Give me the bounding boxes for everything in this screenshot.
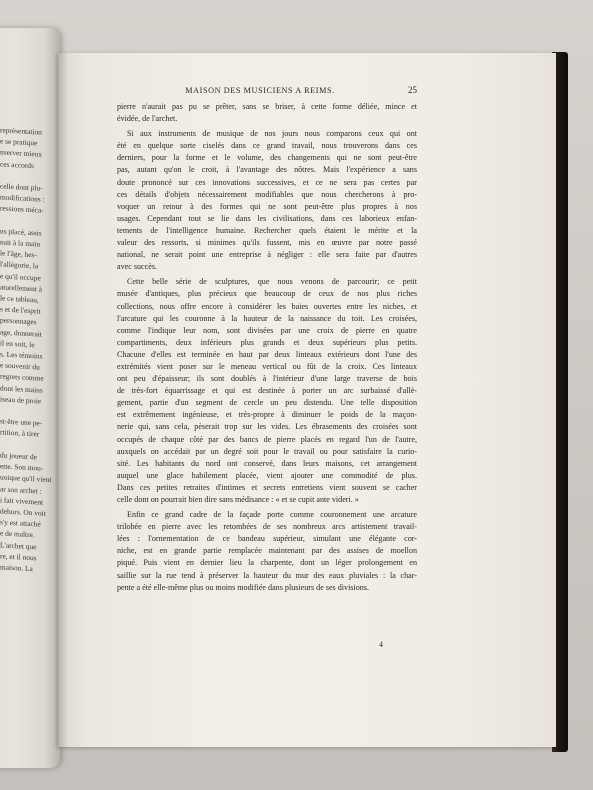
left-page-line: aturellement à: [0, 282, 43, 294]
text-line: sité. Les habitants du nord ont conservé, dans leurs maisons, cet arrangement: [117, 458, 417, 468]
left-page-line: e se pratique: [0, 136, 38, 148]
page-number: 25: [408, 85, 417, 95]
left-page-line: dehors. On voit: [0, 506, 46, 518]
left-page-line: du joueur de: [0, 450, 37, 462]
left-page-line: age, donnerait: [0, 327, 42, 339]
left-page: [0, 28, 60, 768]
text-line: usages. Cependant tout se lie dans les civilisations, dans ces laborieux enfan-: [117, 213, 417, 223]
left-page-line: ette. Son mou-: [0, 461, 44, 473]
signature-mark: 4: [379, 640, 383, 649]
text-line: piqué. Puis vient en dernier lieu la charpente, dont un léger prolongement en: [117, 558, 417, 568]
left-page-line: il en soit, le: [0, 338, 35, 350]
left-page-line: l'allégorie, la: [0, 259, 39, 271]
text-line: derniers, pour la forme et le volume, des changements qui ne sont peut-être: [117, 153, 417, 163]
left-page-line: personnages: [0, 315, 37, 327]
text-line: extrémités vient poser sur le meneau vertical ou fût de la croix. Ces linteaux: [117, 361, 417, 371]
body-text: [117, 101, 417, 594]
text-line: Dans ces petites retraites d'intimes et secrets entretiens vient souvent se cacher: [117, 482, 417, 492]
text-line: ont peu d'épaisseur; ils sont doublés à l'intérieur d'une large traverse de bois: [117, 374, 417, 384]
left-page-line: dont les mains: [0, 383, 43, 395]
text-line: l'arcature qui les couronne à la hauteur de la naissance du toit. Les croisées,: [117, 313, 417, 323]
text-line: nerie qui, sans cela, pèserait trop sur les vides. Les ébrasements des croisées sont: [117, 422, 417, 432]
left-page-line: celle dont plu-: [0, 181, 43, 193]
running-head: MAISON DES MUSICIENS A REIMS.: [185, 86, 335, 95]
text-line: Chacune d'elles est terminée en haut par deux linteaux extérieurs dont l'une des: [117, 349, 417, 359]
left-page-line: uoique qu'il vient: [0, 472, 52, 485]
text-line: pente a été elle-même plus ou moins modifiée dans plusieurs de ses divisions.: [117, 582, 369, 592]
text-line: pierre n'aurait pas pu se prêter, sans se briser, à cette forme déliée, mince et: [117, 102, 417, 111]
left-page-line: le ce tableau,: [0, 293, 39, 305]
text-line: trilobée en pierre avec les retombées de ses nombreux arcs artistement travail-: [117, 522, 417, 532]
left-page-line: ar son archet :: [0, 483, 42, 496]
paragraph: [117, 101, 417, 125]
text-line: national, ne serait point une entreprise à négliger : elle sera faite par d'autres: [117, 250, 417, 260]
gutter-shadow: [58, 53, 68, 747]
left-page-line: L'archet que: [0, 539, 37, 551]
left-page-line: st-être une pe-: [0, 416, 43, 428]
left-page-line: maison. La: [0, 562, 33, 574]
text-line: évidée, de l'archet.: [117, 114, 178, 124]
left-page-line: ressions méca-: [0, 203, 44, 216]
text-line: doute prononcé sur ces innovations successives, et ce ne sera pas certes par: [117, 177, 417, 187]
text-line: pas, autant qu'on le croit, à l'avantage des nôtres. Mais l'expérience a sans: [117, 165, 417, 175]
text-line: collections, nous offre encore à considérer les baies ouvertes entre les niches, et: [117, 301, 417, 311]
left-page-line: s'y est attaché: [0, 517, 41, 529]
text-line: compartiments, deux inférieurs plus grands et deux supérieurs plus petits.: [117, 337, 417, 347]
text-line: voquer un retour à des formes qui ne sont peut-être plus propres à nos: [117, 201, 417, 211]
text-line: valeur des ressorts, si minimes qu'ils fussent, mis en œuvre par notre passé: [117, 238, 417, 248]
left-page-line: nait à la main: [0, 237, 41, 249]
left-page-line: e souvenir du: [0, 360, 40, 372]
paragraph: [117, 128, 417, 273]
text-line: auquel une glace habilement placée, vient ajouter une commodité de plus.: [117, 470, 417, 480]
text-line: Si aux instruments de musique de nos jours nous comparons ceux qui ont: [127, 129, 417, 139]
text-line: comme l'indique leur nom, sont divisées par une croix de pierre en quatre: [117, 325, 417, 335]
text-line: Enfin ce grand cadre de la façade porte comme couronnement une arcature: [127, 510, 417, 520]
left-page-line: s et de l'esprit: [0, 304, 41, 316]
left-page-line: modifications :: [0, 192, 45, 204]
left-page-line: nserver mieux: [0, 147, 43, 160]
left-page-line: représentation: [0, 125, 42, 137]
text-line: occupés de chaque côté par des bancs de pierre placés en regard l'un de l'autre,: [117, 434, 417, 444]
text-line: Cette belle série de sculptures, que nous venons de parcourir; ce petit: [127, 277, 417, 287]
left-page-line: re, et il nous: [0, 551, 37, 563]
text-line: est extrêmement ingénieuse, et très-propre à diminuer le poids de la maçon-: [117, 410, 417, 420]
text-line: gement, partie d'un segment de cercle un peu distendu. Une telle disposition: [117, 398, 417, 408]
left-page-line: ns placé, assis: [0, 226, 42, 238]
text-line: musée d'antiques, plus précieux que beaucoup de ceux de nos plus riches: [117, 289, 417, 299]
left-page-line: rtition, à tirer: [0, 427, 40, 439]
left-page-text: [0, 126, 60, 574]
left-page-line: e de maître.: [0, 528, 35, 540]
left-page-line: regrets comme: [0, 371, 44, 384]
text-line: niche, est en grande partie remplacée maintenant par des assises de moellon: [117, 546, 417, 556]
left-page-line: le l'âge, hes-: [0, 248, 37, 260]
text-line: avec succès.: [117, 262, 157, 272]
left-page-line: i fait vivement: [0, 495, 44, 507]
text-line: celle dont on pourrait bien dire sans médisance : « et se cupit ante videri. »: [117, 495, 359, 504]
paragraph: [117, 509, 417, 594]
text-line: été en quelque sorte ciselés dans ce grand travail, nous trouverons dans ces: [117, 141, 417, 151]
text-line: auxquels on accédait par un degré soit pour le travail ou pour satisfaire la curio-: [117, 446, 417, 456]
paragraph: [117, 276, 417, 506]
text-line: ces détails d'objets nécessairement modifiables que nous chercherons à pro-: [117, 189, 417, 199]
left-page-line: ces accords: [0, 159, 34, 170]
left-page-line: e qu'il occupe: [0, 271, 41, 283]
text-line: tements de l'intelligence humaine. Rechercher quels étaient le mérite et la: [117, 225, 417, 235]
left-page-line: s. Les témoins: [0, 349, 43, 361]
text-line: de très-fort équarrissage et qui est destinée à porter un arc surbaissé d'allè-: [117, 386, 417, 396]
left-page-line: iseau de proie: [0, 394, 42, 406]
text-line: saillie sur la rue tend à préserver la hauteur du mur des eaux pluviales : la char-: [117, 570, 417, 580]
text-line: lées : l'ornementation de ce bandeau supérieur, simulant une élégante cor-: [117, 534, 417, 544]
